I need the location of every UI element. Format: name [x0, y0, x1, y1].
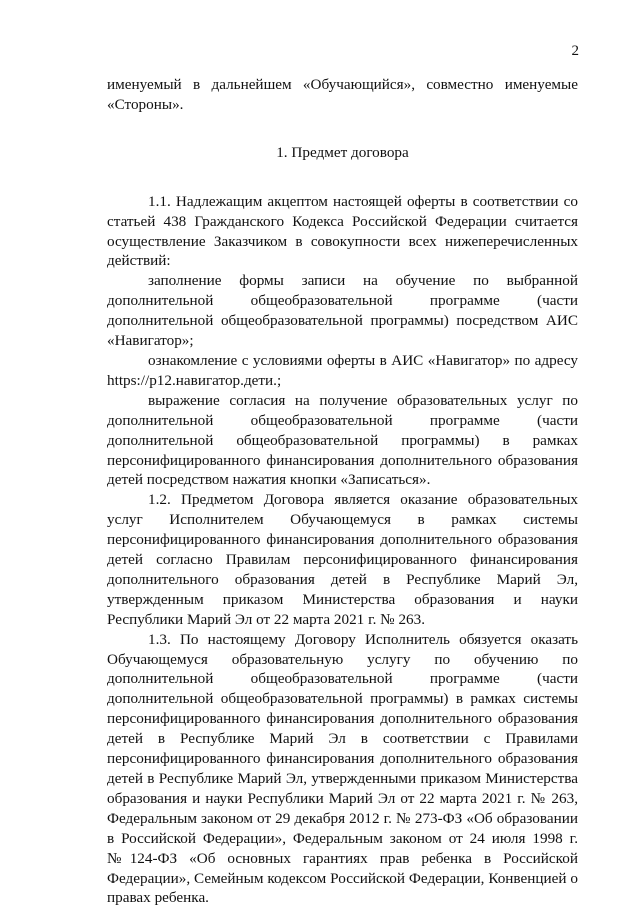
document-body — [107, 75, 578, 908]
intro-paragraph: именуемый в дальнейшем «Обучающийся», совместно именуемые «Стороны». — [107, 76, 578, 113]
clause-1-1-item-review: ознакомление с условиями оферты в АИС «Навигатор» по адресу https://р12.навигатор.дети.; — [107, 351, 578, 389]
clause-1-2: 1.2. Предметом Договора является оказание образовательных услуг Исполнителем Обучающемуся в рамках системы персонифицированного финансирования дополнительного образования детей согласно Правилам персонифицированного финансирования дополнительного образования детей в Республике Марий Эл, утвержденным приказом Министерства образования и науки Республики Марий Эл от 22 марта 2021 г. № 263. — [107, 491, 578, 628]
clause-1-1-item-consent: выражение согласия на получение образовательных услуг по дополнительной общеобразовательной программе (части дополнительной общеобразовательной программы) в рамках персонифицированного финансирования дополнительного образования детей посредством нажатия кнопки «Записаться». — [107, 391, 578, 489]
section-title: 1. Предмет договора — [276, 143, 409, 161]
clause-1-1: 1.1. Надлежащим акцептом настоящей оферты в соответствии со статьей 438 Гражданского Кодекса Российской Федерации считается осуществление Заказчиком в совокупности всех нижеперечисленных действий: — [107, 192, 578, 270]
clause-1-1-item-form: заполнение формы записи на обучение по выбранной дополнительной общеобразовательной программе (части дополнительной общеобразовательной программы) посредством АИС «Навигатор»; — [107, 272, 578, 350]
clause-1-3: 1.3. По настоящему Договору Исполнитель обязуется оказать Обучающемуся образовательную услугу по обучению по дополнительной общеобразовательной программе (части дополнительной общеобразовательной программы) в рамках системы персонифицированного финансирования дополнительного образования детей в Республике Марий Эл в соответствии с Правилами персонифицированного финансирования дополнительного образования детей в Республике Марий Эл, утвержденными приказом Министерства образования и науки Республики Марий Эл от 22 марта 2021 г. № 263, Федеральным законом от 29 декабря 2012 г. № 273-ФЗ «Об образовании в Российской Федерации», Федеральным законом от 24 июля 1998 г. №124-ФЗ «Об основных гарантиях прав ребенка в Российской Федерации», Семейным кодексом Российской Федерации, Конвенцией о правах ребенка. — [107, 630, 578, 907]
page-number: 2 — [571, 43, 579, 59]
